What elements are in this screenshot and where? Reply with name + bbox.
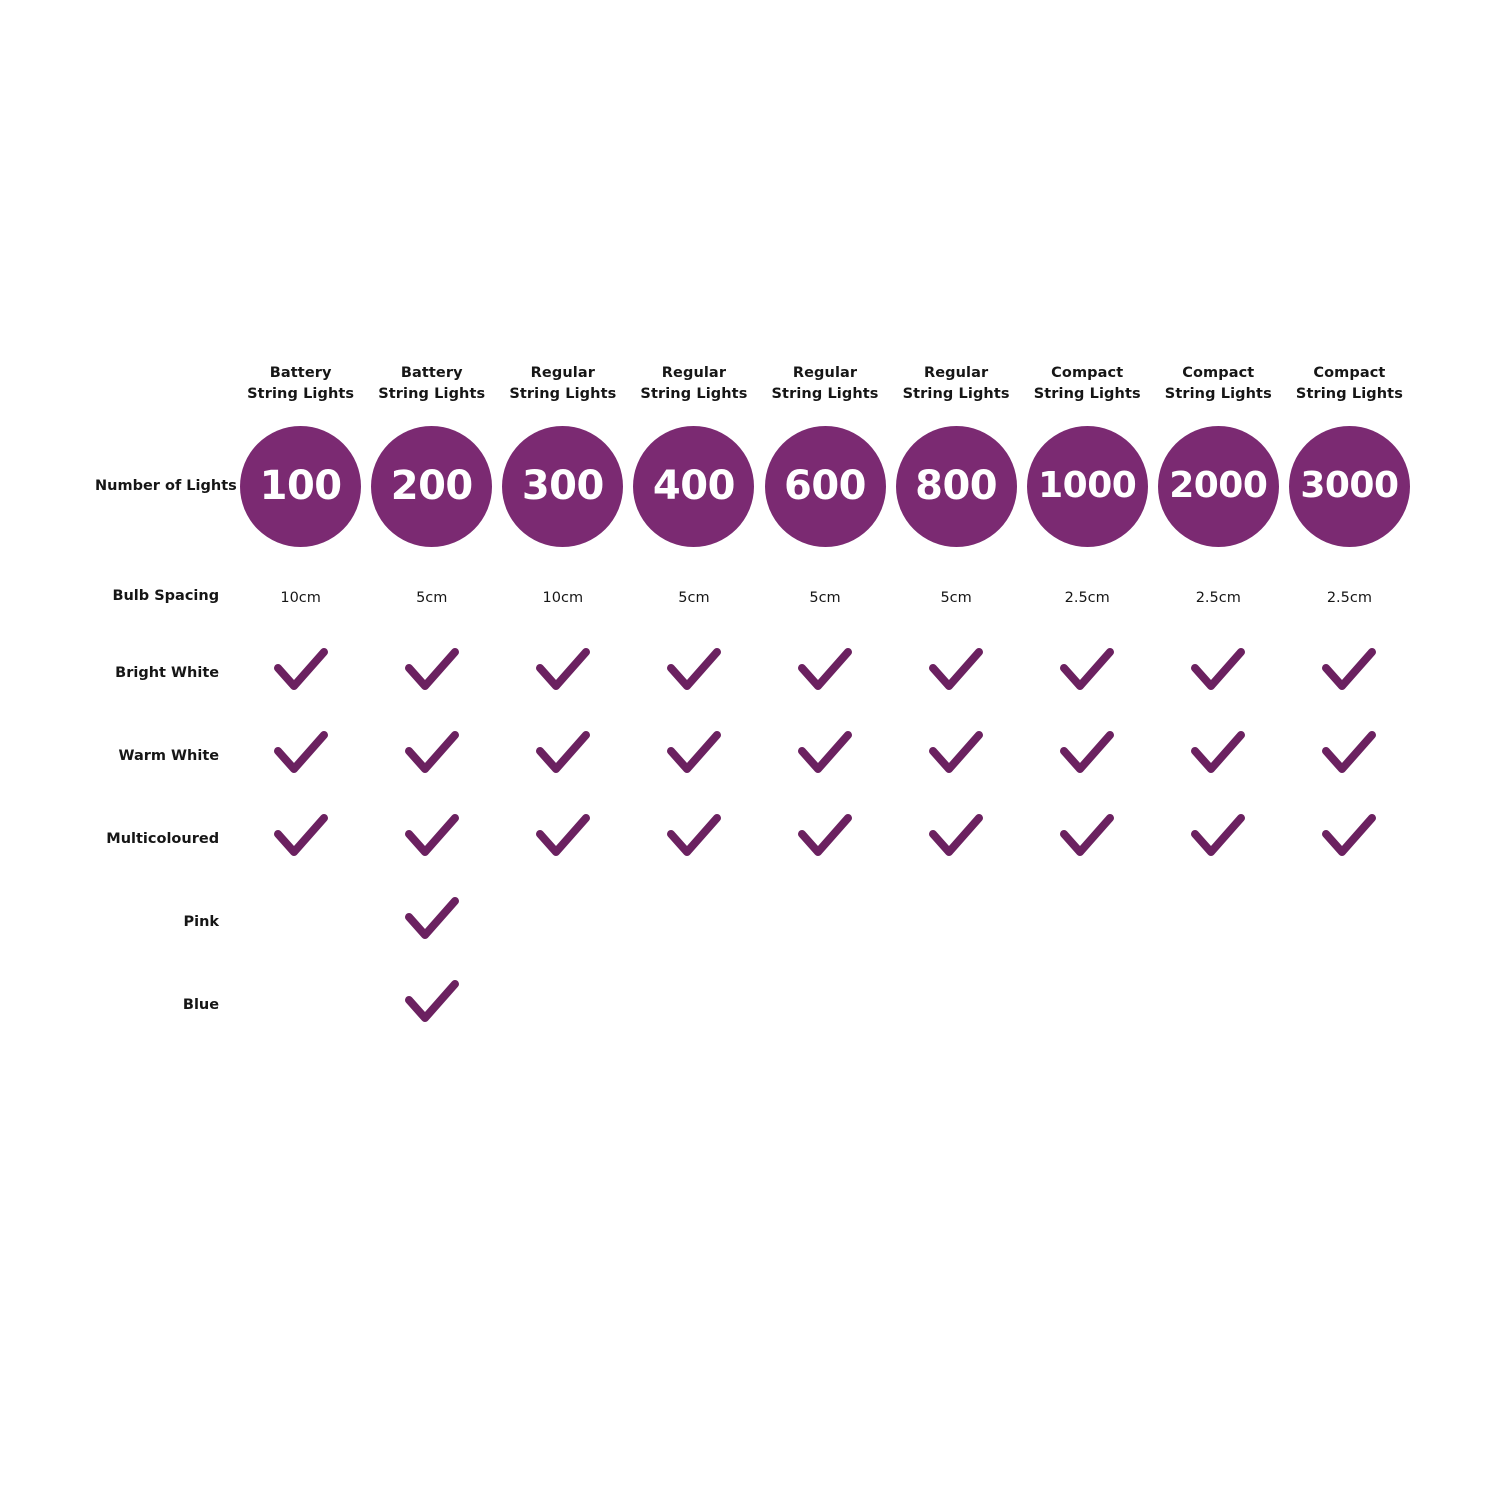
column-header-8 [1284, 345, 1415, 411]
column-header-2 [497, 345, 628, 411]
bulb-spacing-value: 2.5cm [1064, 589, 1110, 606]
cell-bulb-spacing-6 [1022, 561, 1153, 631]
cell-multicoloured-5 [891, 797, 1022, 880]
empty-cell [1322, 980, 1376, 1026]
lights-count-badge: 200 [371, 426, 492, 547]
column-header-3 [628, 345, 759, 411]
check-icon [405, 814, 459, 860]
check-icon [1060, 648, 1114, 694]
empty-cell [667, 980, 721, 1026]
check-icon [405, 731, 459, 777]
column-header-line1: Regular [923, 364, 989, 381]
lights-count-badge: 600 [765, 426, 886, 547]
check-icon [929, 814, 983, 860]
row-pink [95, 880, 1415, 963]
empty-cell [536, 897, 590, 943]
cell-warm-white-0 [235, 714, 366, 797]
check-icon [274, 731, 328, 777]
empty-cell [1060, 980, 1114, 1026]
lights-count-badge: 800 [896, 426, 1017, 547]
column-header-line1: Regular [661, 364, 727, 381]
column-header-line2: String Lights [378, 385, 486, 402]
cell-pink-7 [1153, 880, 1284, 963]
check-icon [1322, 648, 1376, 694]
bulb-spacing-value: 2.5cm [1326, 589, 1372, 606]
cell-pink-4 [759, 880, 890, 963]
empty-cell [798, 897, 852, 943]
cell-bright-white-0 [235, 631, 366, 714]
cell-number-of-lights-4 [759, 411, 890, 561]
cell-number-of-lights-1 [366, 411, 497, 561]
empty-cell [798, 980, 852, 1026]
check-icon [929, 648, 983, 694]
cell-blue-8 [1284, 963, 1415, 1046]
column-header-line1: Battery [269, 364, 332, 381]
cell-multicoloured-2 [497, 797, 628, 880]
row-bulb-spacing [95, 561, 1415, 631]
check-icon [798, 648, 852, 694]
row-label-bulb-spacing: Bulb Spacing [112, 588, 220, 604]
check-icon [405, 648, 459, 694]
cell-warm-white-5 [891, 714, 1022, 797]
column-header-line2: String Lights [247, 385, 355, 402]
check-icon [1322, 814, 1376, 860]
cell-warm-white-6 [1022, 714, 1153, 797]
check-icon [1322, 731, 1376, 777]
cell-multicoloured-3 [628, 797, 759, 880]
cell-bulb-spacing-2 [497, 561, 628, 631]
empty-cell [1191, 897, 1245, 943]
cell-bright-white-4 [759, 631, 890, 714]
check-icon [1060, 731, 1114, 777]
empty-cell [667, 897, 721, 943]
check-icon [798, 731, 852, 777]
empty-cell [1191, 980, 1245, 1026]
cell-bright-white-6 [1022, 631, 1153, 714]
row-bright-white [95, 631, 1415, 714]
bulb-spacing-value: 5cm [678, 589, 710, 606]
column-header-0 [235, 345, 366, 411]
column-header-7 [1153, 345, 1284, 411]
column-header-line2: String Lights [902, 385, 1010, 402]
lights-count-badge: 400 [633, 426, 754, 547]
check-icon [536, 814, 590, 860]
empty-cell [536, 980, 590, 1026]
cell-pink-0 [235, 880, 366, 963]
check-icon [667, 648, 721, 694]
column-header-line1: Compact [1051, 364, 1124, 381]
cell-bright-white-5 [891, 631, 1022, 714]
cell-blue-1 [366, 963, 497, 1046]
cell-multicoloured-1 [366, 797, 497, 880]
cell-multicoloured-6 [1022, 797, 1153, 880]
cell-pink-6 [1022, 880, 1153, 963]
lights-count-badge: 1000 [1027, 426, 1148, 547]
cell-number-of-lights-3 [628, 411, 759, 561]
empty-cell [929, 897, 983, 943]
cell-bulb-spacing-7 [1153, 561, 1284, 631]
row-label-warm-white: Warm White [118, 747, 220, 764]
empty-cell [274, 897, 328, 943]
lights-count-badge: 100 [240, 426, 361, 547]
cell-bulb-spacing-0 [235, 561, 366, 631]
lights-count-badge: 2000 [1158, 426, 1279, 547]
cell-blue-6 [1022, 963, 1153, 1046]
empty-cell [1322, 897, 1376, 943]
row-label-multicoloured: Multicoloured [106, 830, 220, 847]
empty-cell [274, 980, 328, 1026]
row-blue [95, 963, 1415, 1046]
column-header-line2: String Lights [509, 385, 617, 402]
cell-bright-white-8 [1284, 631, 1415, 714]
cell-bulb-spacing-5 [891, 561, 1022, 631]
cell-blue-2 [497, 963, 628, 1046]
cell-bright-white-7 [1153, 631, 1284, 714]
check-icon [274, 648, 328, 694]
column-header-line2: String Lights [640, 385, 748, 402]
cell-multicoloured-8 [1284, 797, 1415, 880]
column-header-line2: String Lights [1295, 385, 1403, 402]
cell-multicoloured-0 [235, 797, 366, 880]
bulb-spacing-value: 2.5cm [1195, 589, 1241, 606]
column-header-6 [1022, 345, 1153, 411]
cell-warm-white-1 [366, 714, 497, 797]
check-icon [405, 980, 459, 1026]
cell-warm-white-3 [628, 714, 759, 797]
cell-bulb-spacing-1 [366, 561, 497, 631]
column-header-line1: Regular [792, 364, 858, 381]
cell-number-of-lights-6 [1022, 411, 1153, 561]
row-label-pink: Pink [183, 913, 220, 930]
check-icon [798, 814, 852, 860]
cell-bright-white-3 [628, 631, 759, 714]
cell-pink-2 [497, 880, 628, 963]
product-comparison-table [95, 345, 1415, 1046]
column-header-line1: Battery [400, 364, 463, 381]
cell-warm-white-7 [1153, 714, 1284, 797]
row-warm-white [95, 714, 1415, 797]
bulb-spacing-value: 5cm [940, 589, 972, 606]
cell-pink-8 [1284, 880, 1415, 963]
column-header-4 [759, 345, 890, 411]
check-icon [1060, 814, 1114, 860]
cell-bright-white-2 [497, 631, 628, 714]
cell-number-of-lights-5 [891, 411, 1022, 561]
check-icon [274, 814, 328, 860]
chart-grid [95, 345, 1415, 1046]
column-header-line2: String Lights [1033, 385, 1141, 402]
table-header-row [95, 345, 1415, 411]
cell-multicoloured-7 [1153, 797, 1284, 880]
check-icon [405, 897, 459, 943]
cell-number-of-lights-2 [497, 411, 628, 561]
lights-count-badge: 300 [502, 426, 623, 547]
cell-pink-5 [891, 880, 1022, 963]
check-icon [1191, 731, 1245, 777]
row-label-blue: Blue [182, 996, 220, 1013]
cell-pink-3 [628, 880, 759, 963]
column-header-line1: Compact [1313, 364, 1386, 381]
bulb-spacing-value: 5cm [416, 589, 448, 606]
cell-number-of-lights-8 [1284, 411, 1415, 561]
cell-blue-3 [628, 963, 759, 1046]
cell-bulb-spacing-8 [1284, 561, 1415, 631]
check-icon [536, 731, 590, 777]
cell-blue-4 [759, 963, 890, 1046]
header-corner-cell [95, 345, 235, 411]
row-multicoloured [95, 797, 1415, 880]
check-icon [667, 814, 721, 860]
lights-count-badge: 3000 [1289, 426, 1410, 547]
empty-cell [929, 980, 983, 1026]
cell-warm-white-4 [759, 714, 890, 797]
check-icon [929, 731, 983, 777]
cell-blue-7 [1153, 963, 1284, 1046]
column-header-line2: String Lights [771, 385, 879, 402]
cell-bulb-spacing-3 [628, 561, 759, 631]
check-icon [667, 731, 721, 777]
cell-bulb-spacing-4 [759, 561, 890, 631]
check-icon [536, 648, 590, 694]
cell-warm-white-2 [497, 714, 628, 797]
cell-number-of-lights-7 [1153, 411, 1284, 561]
row-label-bright-white: Bright White [115, 664, 220, 681]
bulb-spacing-value: 5cm [809, 589, 841, 606]
row-label-number-of-lights: Number of Lights [95, 478, 237, 494]
bulb-spacing-value: 10cm [542, 589, 584, 606]
column-header-line1: Compact [1182, 364, 1255, 381]
column-header-line2: String Lights [1164, 385, 1272, 402]
cell-blue-0 [235, 963, 366, 1046]
bulb-spacing-value: 10cm [280, 589, 321, 606]
cell-pink-1 [366, 880, 497, 963]
empty-cell [1060, 897, 1114, 943]
cell-number-of-lights-0 [235, 411, 366, 561]
check-icon [1191, 814, 1245, 860]
cell-blue-5 [891, 963, 1022, 1046]
column-header-line1: Regular [530, 364, 595, 381]
row-number-of-lights [95, 411, 1415, 561]
cell-bright-white-1 [366, 631, 497, 714]
column-header-5 [891, 345, 1022, 411]
cell-warm-white-8 [1284, 714, 1415, 797]
column-header-1 [366, 345, 497, 411]
check-icon [1191, 648, 1245, 694]
cell-multicoloured-4 [759, 797, 890, 880]
